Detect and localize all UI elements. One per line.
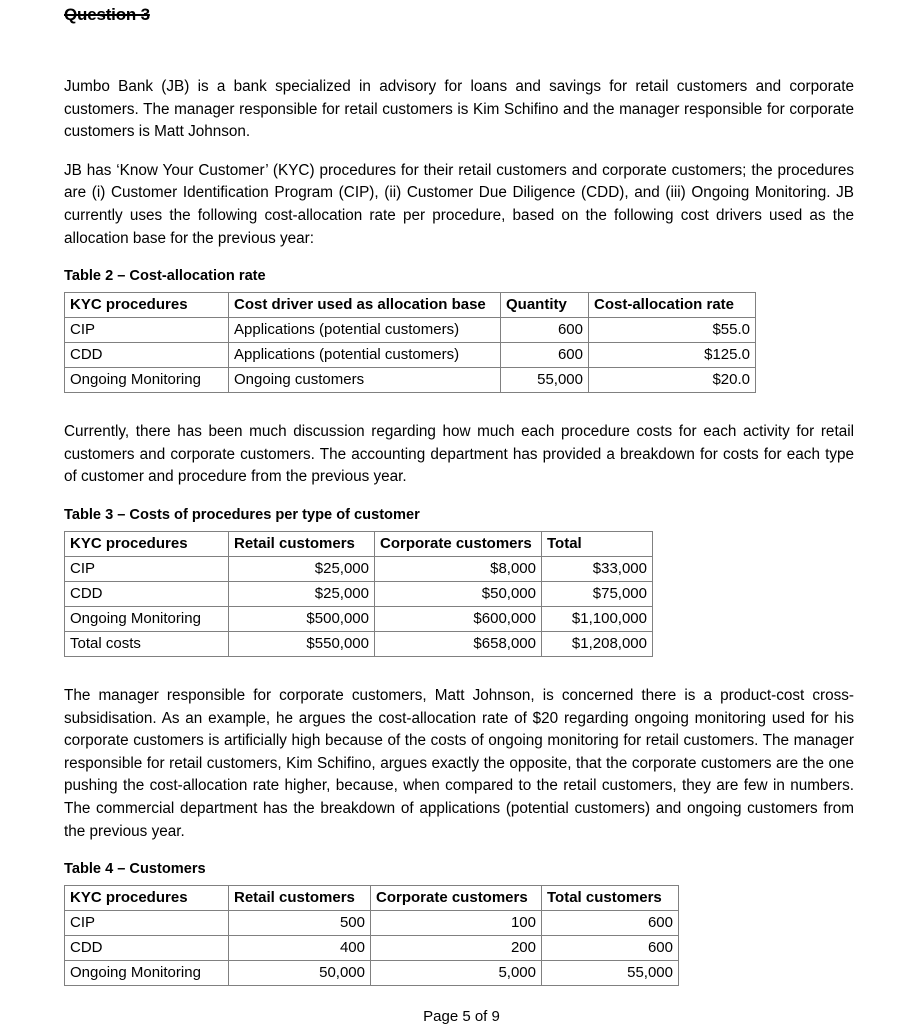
spacer xyxy=(64,657,854,685)
cell-procedure: CIP xyxy=(65,911,229,936)
cell-cost-driver: Ongoing customers xyxy=(229,368,501,393)
page-title: Question 3 xyxy=(64,5,150,24)
cell-rate: $55.0 xyxy=(589,318,756,343)
table-row xyxy=(65,936,679,961)
cell-procedure: CDD xyxy=(65,343,229,368)
table-row xyxy=(65,911,679,936)
column-header: Total customers xyxy=(542,886,679,911)
cell-total: 55,000 xyxy=(542,961,679,986)
cell-cost-driver: Applications (potential customers) xyxy=(229,343,501,368)
cell-procedure: Ongoing Monitoring xyxy=(65,368,229,393)
cell-quantity: 55,000 xyxy=(501,368,589,393)
table-header-row xyxy=(65,293,756,318)
cell-corporate: 100 xyxy=(371,911,542,936)
table-row xyxy=(65,606,653,631)
paragraph-kyc-procedures: JB has ‘Know Your Customer’ (KYC) procedures for their retail customers and corporate customers; the procedures are (i) Customer Identification Program (CIP), (ii) Customer Due Diligence (CDD), and (iii) Ongoing Monitoring. JB currently uses the following cost-allocation rate per procedure, based on the following cost drivers used as the allocation base for the previous year: xyxy=(64,161,854,247)
table-row xyxy=(65,318,756,343)
cell-retail: 50,000 xyxy=(229,961,371,986)
cell-procedure: CDD xyxy=(65,581,229,606)
spacer xyxy=(64,393,854,421)
table-row-total xyxy=(65,631,653,656)
cell-retail: 400 xyxy=(229,936,371,961)
cell-corporate: $8,000 xyxy=(375,556,542,581)
table4-caption: Table 4 – Customers xyxy=(64,861,206,878)
cell-total: 600 xyxy=(542,911,679,936)
page-footer: Page 5 of 9 xyxy=(423,1008,500,1025)
cell-total: $1,208,000 xyxy=(542,631,653,656)
column-header: KYC procedures xyxy=(65,293,229,318)
table-costs-per-customer-type xyxy=(64,531,653,657)
cell-retail: $25,000 xyxy=(229,581,375,606)
table-row xyxy=(65,581,653,606)
cell-retail: $500,000 xyxy=(229,606,375,631)
cell-total: $33,000 xyxy=(542,556,653,581)
column-header: Corporate customers xyxy=(371,886,542,911)
cell-procedure: Total costs xyxy=(65,631,229,656)
column-header: Quantity xyxy=(501,293,589,318)
table-row xyxy=(65,343,756,368)
cell-rate: $125.0 xyxy=(589,343,756,368)
paragraph-cross-subsidisation: The manager responsible for corporate customers, Matt Johnson, is concerned there is a product-cost cross-subsidisation. As an example, he argues the cost-allocation rate of $20 regarding ongoing monitoring used for his corporate customers is artificially high because of the costs of ongoing monitoring for retail customers. The manager responsible for retail customers, Kim Schifino, argues exactly the opposite, that the corporate customers are the one pushing the cost-allocation rate higher, because, when compared to the retail customers, they are few in numbers. The commercial department has the breakdown of applications (potential customers) and ongoing customers from the previous year. xyxy=(64,686,854,840)
cell-quantity: 600 xyxy=(501,318,589,343)
cell-total: $1,100,000 xyxy=(542,606,653,631)
column-header: Retail customers xyxy=(229,886,371,911)
column-header: Retail customers xyxy=(229,531,375,556)
column-header: Cost-allocation rate xyxy=(589,293,756,318)
table-header-row xyxy=(65,531,653,556)
cell-procedure: Ongoing Monitoring xyxy=(65,961,229,986)
column-header: Total xyxy=(542,531,653,556)
table3-caption: Table 3 – Costs of procedures per type of customer xyxy=(64,506,420,523)
cell-total: 600 xyxy=(542,936,679,961)
column-header: KYC procedures xyxy=(65,531,229,556)
table-row xyxy=(65,961,679,986)
table2-caption: Table 2 – Cost-allocation rate xyxy=(64,268,266,285)
cell-corporate: 200 xyxy=(371,936,542,961)
cell-retail: 500 xyxy=(229,911,371,936)
cell-rate: $20.0 xyxy=(589,368,756,393)
cell-corporate: $658,000 xyxy=(375,631,542,656)
cell-procedure: CIP xyxy=(65,556,229,581)
paragraph-intro: Jumbo Bank (JB) is a bank specialized in advisory for loans and savings for retail customers and corporate customers. The manager responsible for retail customers is Kim Schifino and the manager responsible for corporate customers is Matt Johnson. xyxy=(64,78,854,141)
column-header: Cost driver used as allocation base xyxy=(229,293,501,318)
document-body xyxy=(64,76,854,986)
paragraph-discussion: Currently, there has been much discussion regarding how much each procedure costs for each activity for retail customers and corporate customers. The accounting department has provided a breakdown for costs for each type of customer and procedure from the previous year. xyxy=(64,423,854,486)
cell-total: $75,000 xyxy=(542,581,653,606)
cell-procedure: Ongoing Monitoring xyxy=(65,606,229,631)
cell-corporate: $600,000 xyxy=(375,606,542,631)
table-cost-allocation-rate xyxy=(64,292,756,393)
table-row xyxy=(65,368,756,393)
cell-retail: $550,000 xyxy=(229,631,375,656)
table-customers xyxy=(64,885,679,986)
cell-corporate: 5,000 xyxy=(371,961,542,986)
cell-cost-driver: Applications (potential customers) xyxy=(229,318,501,343)
table-row xyxy=(65,556,653,581)
cell-retail: $25,000 xyxy=(229,556,375,581)
cell-corporate: $50,000 xyxy=(375,581,542,606)
cell-quantity: 600 xyxy=(501,343,589,368)
column-header: Corporate customers xyxy=(375,531,542,556)
column-header: KYC procedures xyxy=(65,886,229,911)
cell-procedure: CIP xyxy=(65,318,229,343)
table-header-row xyxy=(65,886,679,911)
cell-procedure: CDD xyxy=(65,936,229,961)
